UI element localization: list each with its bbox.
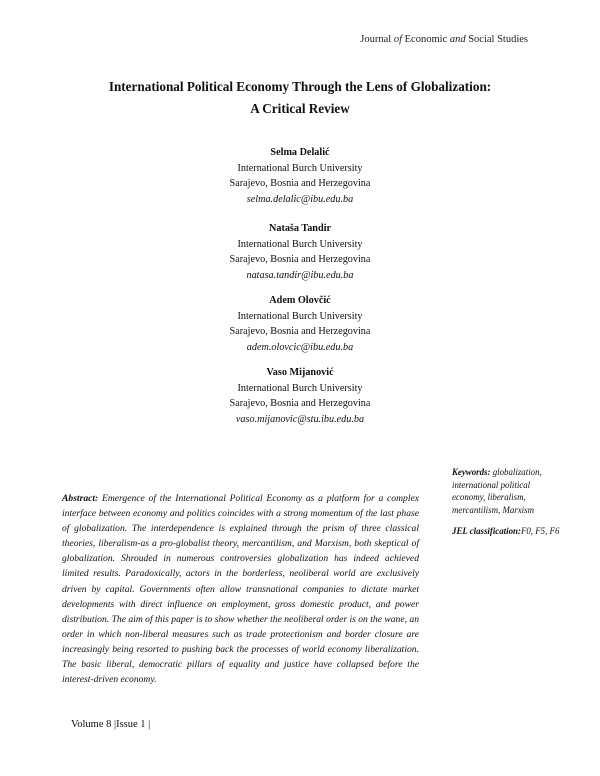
author-affiliation: International Burch University (237, 238, 363, 250)
page-footer: Volume 8 |Issue 1 | (71, 719, 151, 730)
title-line-2: A Critical Review (250, 101, 350, 116)
keywords-text: globalization, international political economy, liberalism, mercantilism, Marxism (452, 467, 542, 515)
jel-text: F0, F5, F6 (520, 526, 560, 536)
author-name: Selma Delalić (270, 147, 330, 158)
author-affiliation: International Burch University (237, 382, 363, 394)
paper-title (60, 76, 540, 120)
journal-header: Journal of Economic and Social Studies (360, 34, 528, 45)
author-email[interactable]: natasa.tandir@ibu.edu.ba (246, 269, 354, 281)
author-affiliation: International Burch University (237, 310, 363, 322)
author-location: Sarajevo, Bosnia and Herzegovina (229, 178, 371, 189)
author-location: Sarajevo, Bosnia and Herzegovina (229, 398, 371, 409)
abstract-text: Emergence of the International Political Economy as a platform for a complex interface between economy and politics coincides with a strong momentum of the last phase of globalization. The interdependence is explained through the prism of three classical theories, liberalism-as a pro-globalist theory, mercantilism, and Marxism, both skeptical of globalization. Shrouded in numerous controversies globalization has indeed achieved limited results. Paradoxically, actors in the borderless, neoliberal world are exclusively driven by capital. Governments often allow transnational companies to dictate market developments with direct influence on employment, gross domestic product, and power distribution. The aim of this paper is to show whether the neoliberal order is on the wane, an order in which non-liberal measures such as trade protectionism and border closure are increasingly being resorted to pushing back the processes of world economy liberalization. The basic liberal, democratic pillars of equality and justice have collapsed before the interest-driven economy. (62, 493, 420, 686)
author-affiliation: International Burch University (237, 162, 363, 174)
author-name: Adem Olovčić (269, 295, 331, 306)
jel-label: JEL classification: (452, 526, 521, 536)
jel-classification (452, 525, 562, 538)
author-email[interactable]: vaso.mijanovic@stu.ibu.edu.ba (235, 413, 365, 425)
author-block (150, 221, 450, 283)
author-location: Sarajevo, Bosnia and Herzegovina (229, 326, 371, 337)
title-line-1: International Political Economy Through the Lens of Globalization: (108, 79, 492, 94)
author-block (150, 365, 450, 427)
keywords (452, 466, 562, 516)
author-block (150, 145, 450, 207)
author-location: Sarajevo, Bosnia and Herzegovina (229, 254, 371, 265)
author-name: Nataša Tandir (269, 223, 331, 234)
author-block (150, 293, 450, 355)
keywords-label: Keywords: (452, 467, 491, 477)
abstract (62, 491, 419, 687)
sidebar-metadata (452, 466, 562, 538)
abstract-label: Abstract: (62, 493, 99, 504)
author-email[interactable]: adem.olovcic@ibu.edu.ba (246, 341, 354, 353)
author-name: Vaso Mijanović (266, 367, 334, 378)
author-email[interactable]: selma.delalic@ibu.edu.ba (246, 193, 354, 205)
